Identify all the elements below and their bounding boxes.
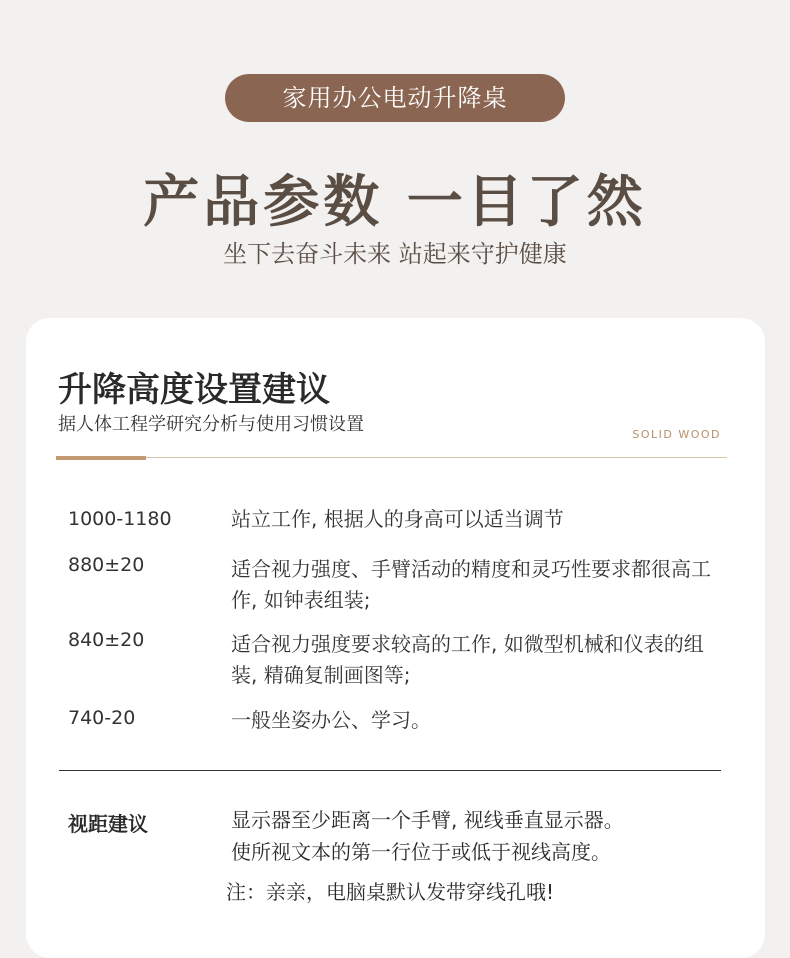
vision-advice-line: 显示器至少距离一个手臂, 视线垂直显示器。 <box>231 808 624 832</box>
height-description: 站立工作, 根据人的身高可以适当调节 <box>231 507 564 531</box>
height-value: 740-20 <box>68 707 136 729</box>
vision-advice-line: 使所视文本的第一行位于或低于视线高度。 <box>231 840 611 864</box>
card-title: 升降高度设置建议 <box>58 370 330 410</box>
height-description: 适合视力强度、手臂活动的精度和灵巧性要求都很高工作, 如钟表组装; <box>231 557 711 612</box>
height-value: 880±20 <box>68 554 145 576</box>
height-value: 840±20 <box>68 629 145 651</box>
product-badge: 家用办公电动升降桌 <box>225 74 565 122</box>
header-divider <box>56 457 727 458</box>
cable-hole-note: 注：亲亲，电脑桌默认发带穿线孔哦! <box>226 880 555 904</box>
vision-advice <box>231 804 731 868</box>
vision-label: 视距建议 <box>68 812 148 836</box>
height-settings-card <box>26 318 765 958</box>
page-headline: 产品参数 一目了然 <box>143 170 647 235</box>
card-description: 据人体工程学研究分析与使用习惯设置 <box>58 414 364 435</box>
section-divider <box>59 770 721 771</box>
solid-wood-tag: SOLID WOOD <box>632 428 721 441</box>
height-description: 一般坐姿办公、学习。 <box>231 708 431 732</box>
page-subheadline: 坐下去奋斗未来 站起来守护健康 <box>223 240 567 268</box>
height-description: 适合视力强度要求较高的工作, 如微型机械和仪表的组装, 精确复制画图等; <box>231 632 704 687</box>
header-accent-bar <box>56 456 146 460</box>
height-value: 1000-1180 <box>68 508 172 530</box>
